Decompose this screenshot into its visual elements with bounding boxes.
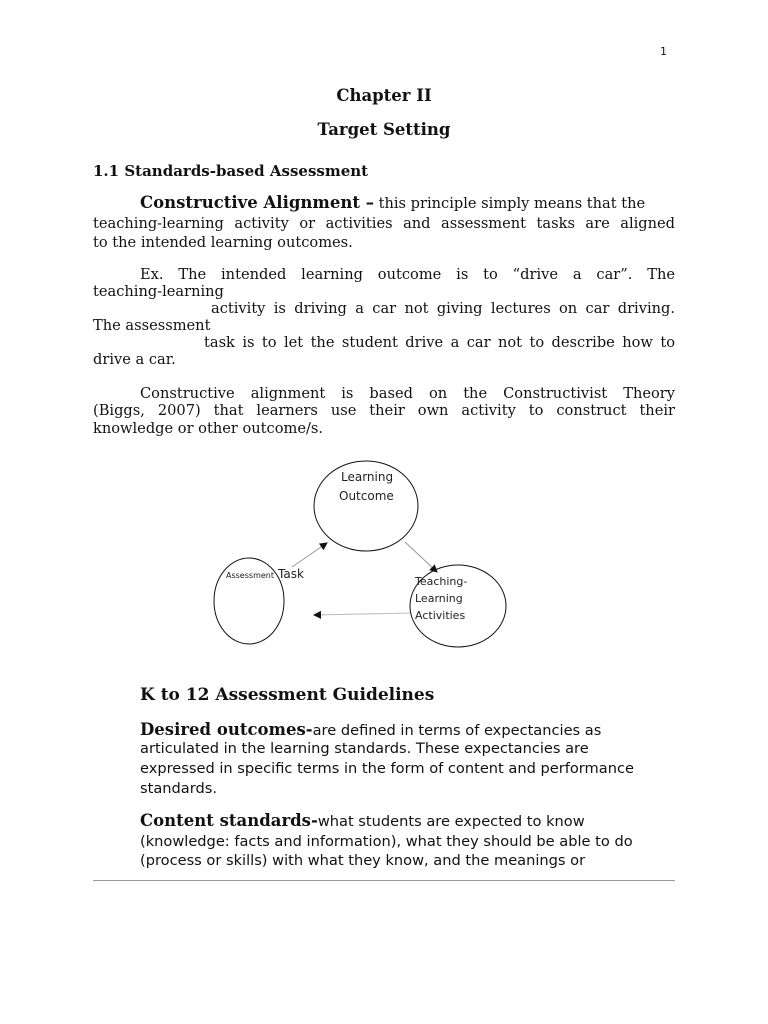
assessment-label: Assessment: [226, 571, 274, 580]
chapter-title: Target Setting: [317, 120, 451, 139]
theory-line: knowledge or other outcome/s.: [93, 420, 324, 437]
section-heading: 1.1 Standards-based Assessment: [93, 162, 369, 180]
paragraph-line: articulated in the learning standards. These expectancies are: [140, 740, 589, 757]
content-standards-line-1: [140, 811, 675, 832]
page-divider: [93, 880, 675, 881]
teaching-label: Activities: [415, 609, 466, 622]
teaching-label: Teaching-: [415, 575, 468, 588]
paragraph-line: to the intended learning outcomes.: [93, 234, 353, 251]
desired-outcomes-term: Desired outcomes-: [140, 720, 313, 739]
learning-outcome-label: Outcome: [339, 489, 394, 503]
paragraph-line: standards.: [140, 780, 217, 797]
example-line: task is to let the student drive a car not to describe how to: [204, 334, 675, 351]
page-number: 1: [660, 45, 667, 58]
desired-outcomes-line-1: [140, 720, 675, 741]
paragraph-line: teaching-learning activity or activities and assessment tasks are aligned: [93, 215, 675, 232]
example-line: The assessment: [93, 317, 211, 334]
content-standards-term: Content standards-: [140, 811, 318, 830]
arrow-activities-to-assessment: [314, 613, 410, 615]
learning-outcome-label: Learning: [341, 470, 394, 484]
constructive-alignment-term: Constructive Alignment –: [140, 193, 374, 212]
text: are defined in terms of expectancies as: [312, 722, 602, 739]
paragraph-line: expressed in specific terms in the form of content and performance: [140, 760, 634, 777]
example-line: drive a car.: [93, 351, 176, 368]
k12-heading: K to 12 Assessment Guidelines: [140, 685, 435, 705]
text: this principle simply means that the: [373, 195, 646, 212]
example-line: teaching-learning: [93, 283, 224, 300]
arrow-assessment-to-outcome: [292, 543, 327, 567]
theory-line: Constructive alignment is based on the Constructivist Theory: [140, 385, 675, 402]
paragraph-line: (process or skills) with what they know, and the meanings or: [140, 852, 586, 869]
example-line: Ex. The intended learning outcome is to “drive a car”. The: [140, 266, 675, 283]
task-label: Task: [278, 567, 304, 581]
theory-line: (Biggs, 2007) that learners use their own activity to construct their: [93, 402, 675, 419]
chapter-number: Chapter II: [336, 86, 432, 105]
example-line: activity is driving a car not giving lectures on car driving.: [211, 300, 675, 317]
text: what students are expected to know: [317, 813, 585, 830]
paragraph-line: (knowledge: facts and information), what they should be able to do: [140, 833, 633, 850]
arrow-outcome-to-activities: [405, 542, 437, 572]
teaching-label: Learning: [415, 592, 463, 605]
